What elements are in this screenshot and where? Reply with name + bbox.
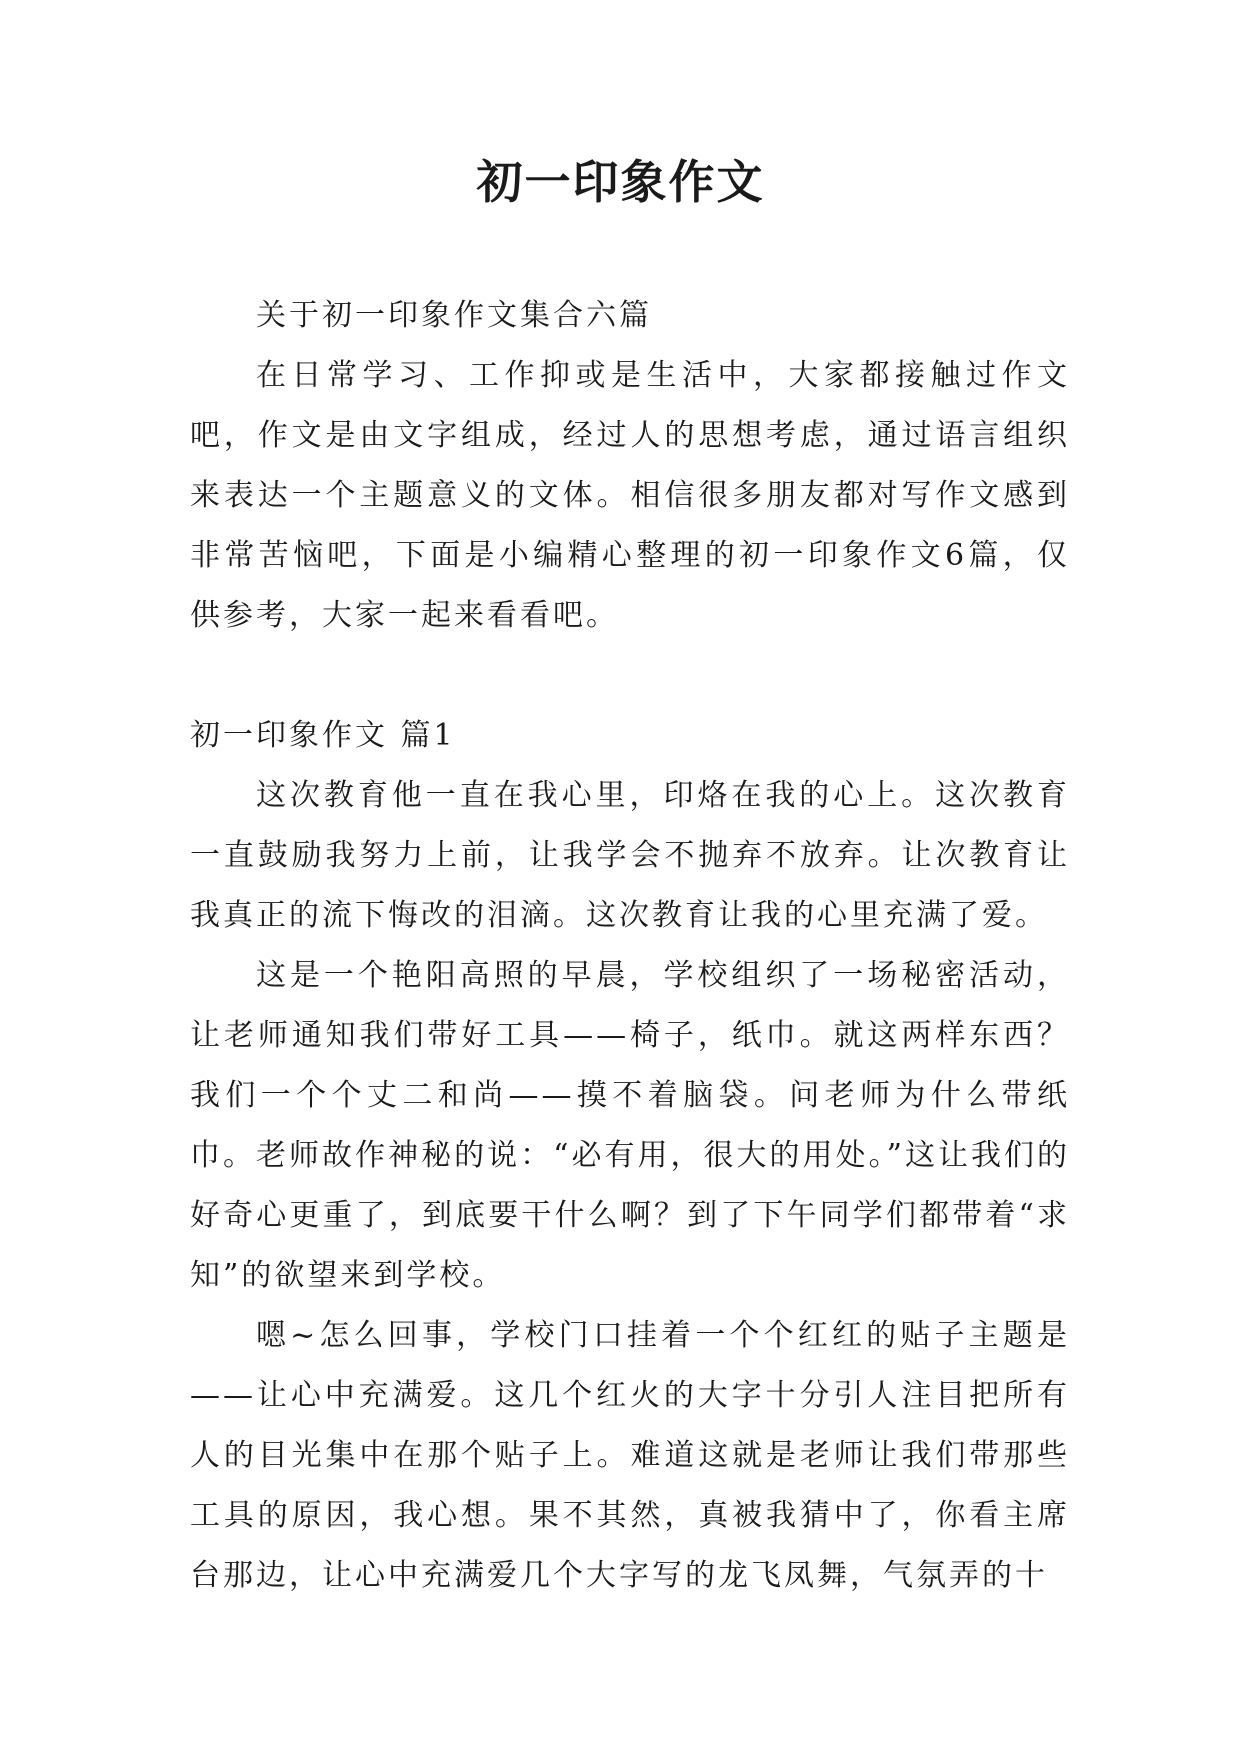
document-body bbox=[190, 286, 1070, 1606]
body-paragraph: 这是一个艳阳高照的早晨，学校组织了一场秘密活动，让老师通知我们带好工具——椅子，纸巾。就这两样东西？我们一个个丈二和尚——摸不着脑袋。问老师为什么带纸巾。老师故作神秘的说：“必有用，很大的用处。”这让我们的好奇心更重了，到底要干什么啊？到了下午同学们都带着“求知”的欲望来到学校。 bbox=[190, 958, 1070, 1293]
intro-paragraph: 在日常学习、工作抑或是生活中，大家都接触过作文吧，作文是由文字组成，经过人的思想考虑，通过语言组织来表达一个主题意义的文体。相信很多朋友都对写作文感到非常苦恼吧，下面是小编精心整理的初一印象作文6篇，仅供参考，大家一起来看看吧。 bbox=[190, 358, 1070, 633]
document-title: 初一印象作文 bbox=[476, 155, 765, 209]
body-paragraph: 嗯~怎么回事，学校门口挂着一个个红红的贴子主题是——让心中充满爱。这几个红火的大字十分引人注目把所有人的目光集中在那个贴子上。难道这就是老师让我们带那些工具的原因，我心想。果不其然，真被我猜中了，你看主席台那边，让心中充满爱几个大字写的龙飞凤舞，气氛弄的十 bbox=[190, 1318, 1070, 1593]
section-spacer bbox=[190, 646, 1070, 706]
body-paragraph: 这次教育他一直在我心里，印烙在我的心上。这次教育一直鼓励我努力上前，让我学会不抛弃不放弃。让次教育让我真正的流下悔改的泪滴。这次教育让我的心里充满了爱。 bbox=[190, 778, 1070, 933]
section-heading: 初一印象作文 篇1 bbox=[190, 718, 456, 753]
document-subtitle: 关于初一印象作文集合六篇 bbox=[256, 298, 652, 333]
